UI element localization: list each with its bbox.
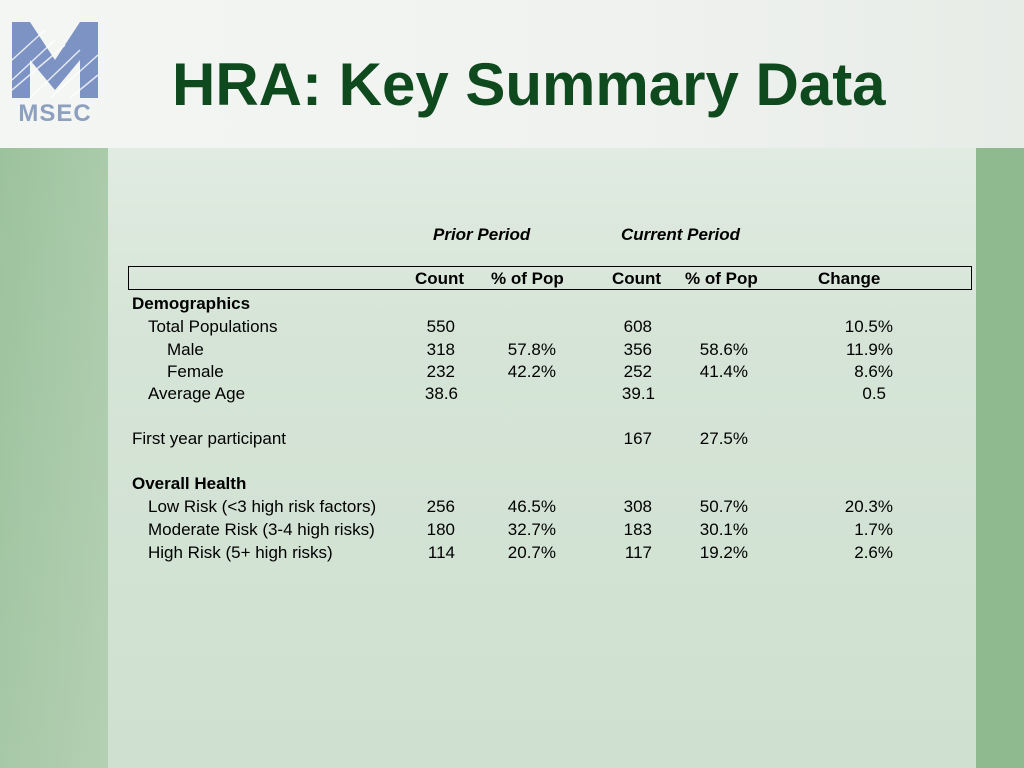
prior-pct-cell: 32.7%	[507, 520, 556, 539]
prior-count-cell: 318	[426, 340, 455, 359]
prior-count-cell: 114	[427, 543, 455, 562]
prior-period-label: Prior Period	[433, 225, 531, 244]
col-head-prior-count: Count	[415, 269, 465, 288]
row-label: Female	[167, 362, 224, 381]
col-head-change: Change	[818, 269, 881, 288]
prior-count-cell: 180	[426, 520, 455, 539]
prior-pct-cell: 57.8%	[507, 340, 556, 359]
current-pct-cell: 19.2%	[699, 543, 748, 562]
change-cell: 20.3%	[844, 497, 893, 516]
row-label: First year participant	[132, 429, 286, 448]
change-cell: 8.6%	[854, 362, 893, 381]
row-label: Average Age	[148, 384, 246, 403]
row-label: High Risk (5+ high risks)	[148, 543, 333, 562]
prior-count-cell: 38.6	[424, 384, 458, 403]
current-count-cell: 117	[624, 543, 652, 562]
change-cell: 10.5%	[844, 317, 893, 336]
prior-count-cell: 232	[426, 362, 455, 381]
current-pct-cell: 27.5%	[699, 429, 748, 448]
current-count-cell: 167	[623, 429, 652, 448]
current-count-cell: 356	[623, 340, 652, 359]
col-head-prior-pct: % of Pop	[491, 269, 564, 288]
current-pct-cell: 30.1%	[699, 520, 748, 539]
row-label: Total Populations	[148, 317, 278, 336]
prior-pct-cell: 20.7%	[507, 543, 556, 562]
current-period-label: Current Period	[621, 225, 741, 244]
current-count-cell: 252	[623, 362, 652, 381]
change-cell: 0.5	[862, 384, 886, 403]
current-pct-cell: 41.4%	[699, 362, 748, 381]
col-head-current-pct: % of Pop	[685, 269, 758, 288]
row-label: Low Risk (<3 high risk factors)	[148, 497, 377, 516]
page-title: HRA: Key Summary Data	[172, 51, 886, 118]
left-decor-stripe-shade	[0, 148, 108, 768]
current-count-cell: 608	[623, 317, 652, 336]
prior-count-cell: 256	[426, 497, 455, 516]
current-count-cell: 183	[623, 520, 652, 539]
logo-text: MSEC	[18, 100, 92, 127]
prior-count-cell: 550	[426, 317, 455, 336]
change-cell: 2.6%	[854, 543, 893, 562]
change-cell: 11.9%	[846, 340, 893, 359]
right-decor-stripe	[976, 148, 1024, 768]
col-head-current-count: Count	[612, 269, 662, 288]
current-count-cell: 308	[623, 497, 652, 516]
change-cell: 1.7%	[854, 520, 893, 539]
current-pct-cell: 58.6%	[699, 340, 748, 359]
current-count-cell: 39.1	[621, 384, 655, 403]
row-label: Moderate Risk (3-4 high risks)	[148, 520, 375, 539]
section-label-overall-health: Overall Health	[132, 474, 247, 493]
prior-pct-cell: 42.2%	[507, 362, 556, 381]
row-label: Male	[167, 340, 204, 359]
current-pct-cell: 50.7%	[699, 497, 748, 516]
prior-pct-cell: 46.5%	[507, 497, 556, 516]
section-label-demographics: Demographics	[132, 294, 251, 313]
